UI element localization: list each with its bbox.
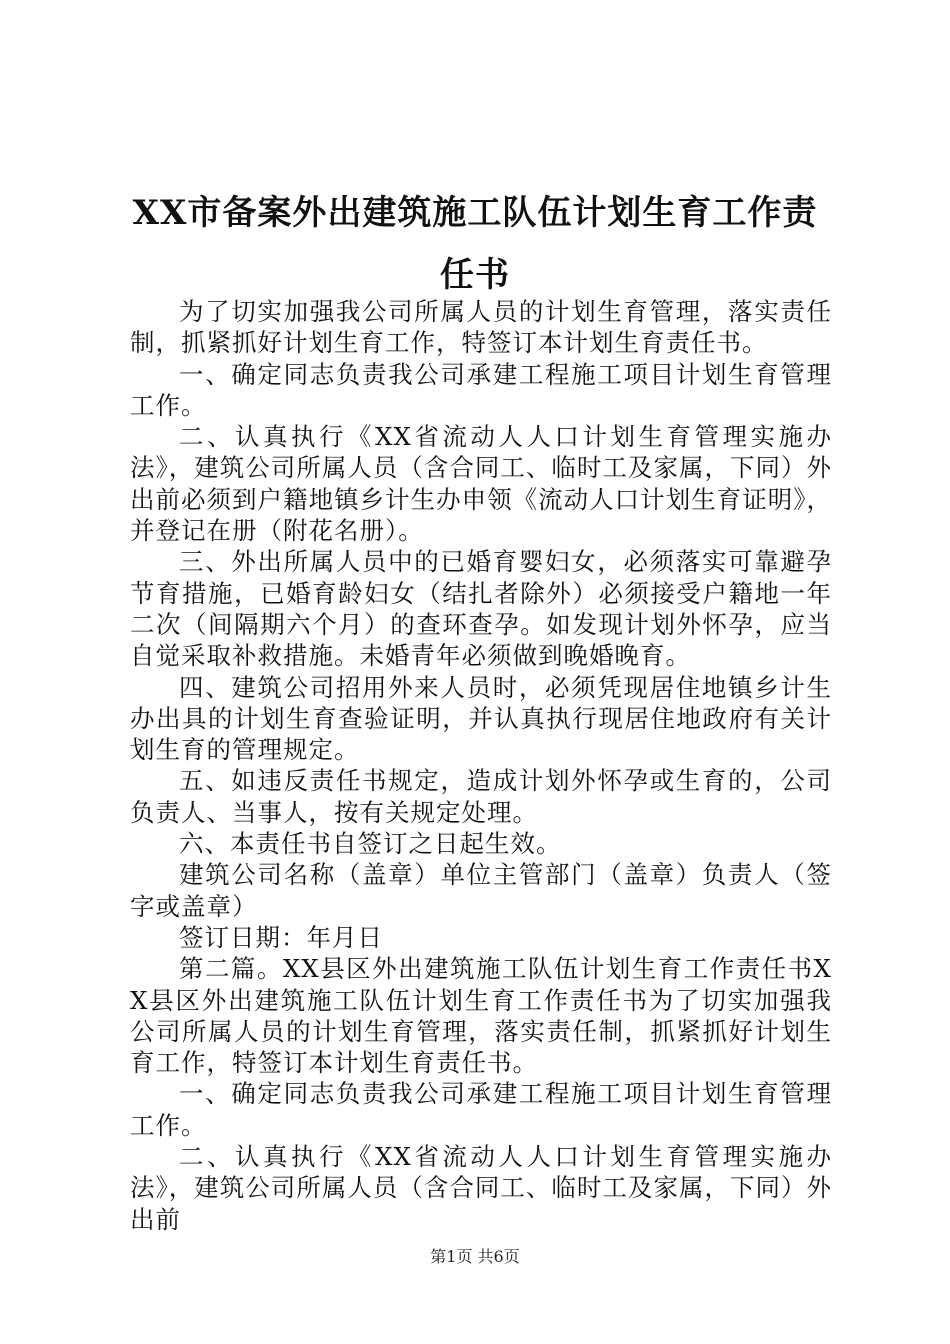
document-title: XX市备案外出建筑施工队伍计划生育工作责任书 — [132, 193, 818, 295]
paragraph: 六、本责任书自签订之日起生效。 — [179, 829, 562, 859]
paragraph: 签订日期：年月日 — [179, 922, 383, 952]
paragraph: 二、认真执行《XX省流动人人口计划生育管理实施办法》，建筑公司所属人员（含合同工、临时工及家属，下同）外出前 — [130, 1142, 832, 1234]
paragraph: 为了切实加强我公司所属人员的计划生育管理，落实责任制，抓紧抓好计划生育工作，特签订本计划生育责任书。 — [130, 297, 832, 358]
paragraph: 二、认真执行《XX省流动人人口计划生育管理实施办法》，建筑公司所属人员（含合同工、临时工及家属，下同）外出前必须到户籍地镇乡计生办申领《流动人口计划生育证明》，并登记在册（附花名册）。 — [130, 422, 832, 546]
paragraph: 五、如违反责任书规定，造成计划外怀孕或生育的，公司负责人、当事人，按有关规定处理。 — [130, 766, 832, 827]
page-footer: 第1页 共6页 — [430, 1247, 520, 1266]
document-body — [130, 296, 832, 1235]
paragraph: 建筑公司名称（盖章）单位主管部门（盖章）负责人（签字或盖章） — [130, 860, 832, 921]
paragraph: 三、外出所属人员中的已婚育婴妇女，必须落实可靠避孕节育措施，已婚育龄妇女（结扎者除外）必须接受户籍地一年二次（间隔期六个月）的查环查孕。如发现计划外怀孕，应当自觉采取补救措施。未婚青年必须做到晚婚晚育。 — [130, 547, 832, 671]
paragraph: 一、确定同志负责我公司承建工程施工项目计划生育管理工作。 — [130, 359, 832, 420]
paragraph: 四、建筑公司招用外来人员时，必须凭现居住地镇乡计生办出具的计划生育查验证明，并认真执行现居住地政府有关计划生育的管理规定。 — [130, 672, 832, 765]
paragraph: 一、确定同志负责我公司承建工程施工项目计划生育管理工作。 — [130, 1079, 832, 1140]
paragraph: 第二篇。XX县区外出建筑施工队伍计划生育工作责任书XX县区外出建筑施工队伍计划生育工作责任书为了切实加强我公司所属人员的计划生育管理，落实责任制，抓紧抓好计划生育工作，特签订本计划生育责任书。 — [130, 954, 832, 1078]
